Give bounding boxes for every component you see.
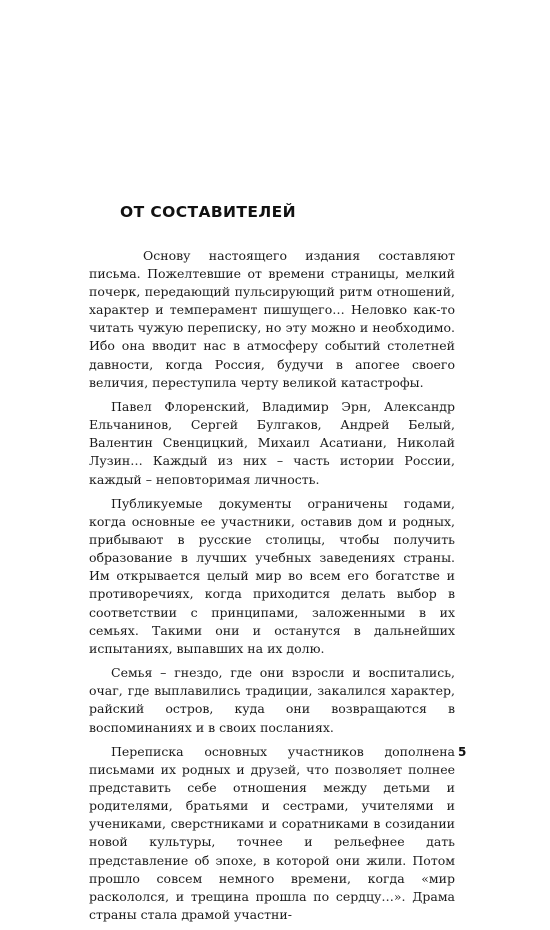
paragraph: Основу настоящего издания составляют письма. Пожелтевшие от времени страницы, мелкий почерк, передающий пульсирующий ритм отношений, характер и темперамент пишущего… Неловко как-то читать чужую переписку, но эту можно и необходимо. Ибо она вводит нас в атмосферу событий столетней давности, когда Россия, будучи в апогее своего величия, переступила черту великой катастрофы. [89, 248, 455, 390]
section-heading: ОТ СОСТАВИТЕЛЕЙ [120, 203, 297, 221]
paragraph: Публикуемые документы ограничены годами, когда основные ее участники, оставив дом и родных, прибывают в русские столицы, чтобы получить образование в лучших учебных заведениях страны. Им открывается целый мир во всем его богатстве и противоречиях, когда приходится делать выбор в соответствии с принципами, заложенными в их семьях. Такими они и останутся в дальнейших испытаниях, выпавших на их долю. [89, 496, 455, 656]
paragraph: Павел Флоренский, Владимир Эрн, Александр Ельчанинов, Сергей Булгаков, Андрей Белый, Валентин Свенцицкий, Михаил Асатиани, Николай Лузин… Каждый из них – часть истории России, каждый – неповторимая личность. [89, 399, 455, 487]
body-text [89, 247, 455, 930]
paragraph: Переписка основных участников дополнена письмами их родных и друзей, что позволяет полнее представить себе отношения между детьми и родителями, братьями и сестрами, учителями и учениками, сверстниками и соратниками в созидании новой культуры, точнее и рельефнее дать представление об эпохе, в которой они жили. Потом прошло совсем немного времени, когда «мир раскололся, и трещина прошла по сердцу…». Драма страны стала драмой участни- [89, 744, 455, 922]
page-number: 5 [458, 745, 467, 759]
paragraph: Семья – гнездо, где они взросли и воспитались, очаг, где выплавились традиции, закалился характер, райский остров, куда они возвращаются в воспоминаниях и в своих посланиях. [89, 665, 455, 735]
